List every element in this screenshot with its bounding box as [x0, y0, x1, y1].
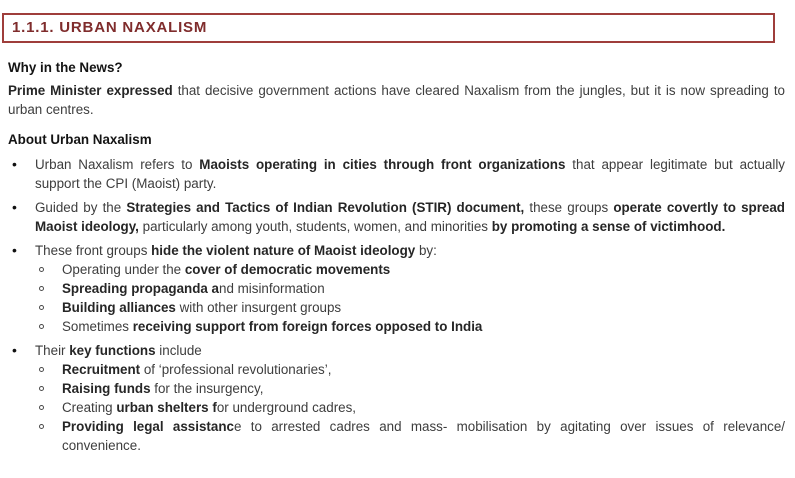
list-item — [8, 341, 785, 360]
sub-list-item — [8, 298, 785, 317]
sub-list-item — [8, 398, 785, 417]
body-text: particularly among youth, students, women, and minorities — [138, 219, 492, 234]
body-text: Their — [35, 343, 70, 358]
list-item — [8, 155, 785, 193]
list-item — [8, 241, 785, 260]
sub-list-item — [8, 360, 785, 379]
bold-text: Strategies and Tactics of Indian Revolution (STIR) document, — [126, 200, 525, 215]
body-text: nd misinformation — [219, 281, 325, 296]
list-item — [8, 198, 785, 236]
about-heading: About Urban Naxalism — [8, 132, 152, 147]
body-text: for the insurgency, — [150, 381, 264, 396]
news-heading: Why in the News? — [8, 60, 123, 75]
bold-text: cover of democratic movements — [184, 262, 391, 277]
bold-text: Providing legal assistanc — [62, 419, 234, 434]
sub-list-item — [8, 379, 785, 398]
body-text: with other insurgent groups — [175, 300, 342, 315]
bold-text: Building alliances — [62, 300, 176, 315]
sub-list-item — [8, 279, 785, 298]
bold-text: Prime Minister expressed — [8, 83, 178, 98]
bold-text: key functions — [69, 343, 156, 358]
bold-text: urban shelters f — [116, 400, 217, 415]
body-text: Operating under the — [62, 262, 185, 277]
body-text: e to arrested cadres and mass- mobilisation by agitating over issues of relevance/ convenience. — [62, 419, 786, 453]
bold-text: Recruitment — [62, 362, 141, 377]
body-text: or underground cadres, — [216, 400, 357, 415]
section-title: 1.1.1. URBAN NAXALISM — [12, 19, 208, 36]
body-text: these groups — [524, 200, 614, 215]
body-text: Sometimes — [62, 319, 133, 334]
bold-text: operate covertly to spread Maoist ideology, — [35, 200, 785, 234]
bold-text: Raising funds — [62, 381, 151, 396]
bold-text: receiving support from foreign forces opposed to India — [132, 319, 483, 334]
sub-list-item — [8, 417, 785, 455]
bold-text: by promoting a sense of victimhood. — [491, 219, 726, 234]
body-text: of ‘professional revolutionaries’, — [140, 362, 332, 377]
content-list — [8, 155, 785, 455]
body-text: by: — [415, 243, 437, 258]
body-text: that appear legitimate but actually support the CPI (Maoist) party. — [35, 157, 785, 191]
sub-list-item — [8, 260, 785, 279]
bold-text: hide the violent nature of Maoist ideology — [151, 243, 416, 258]
body-text: Urban Naxalism refers to — [35, 157, 200, 172]
body-text: Guided by the — [35, 200, 127, 215]
bold-text: Spreading propaganda a — [62, 281, 219, 296]
document-page — [0, 13, 795, 478]
sub-list-item — [8, 317, 785, 336]
news-paragraph — [8, 81, 785, 119]
bold-text: Maoists operating in cities through front organizations — [199, 157, 566, 172]
body-text: that decisive government actions have cleared Naxalism from the jungles, but it is now spreading to urban centres. — [8, 83, 785, 117]
section-title-box — [2, 13, 775, 43]
body-text: include — [155, 343, 202, 358]
document-content — [0, 58, 795, 455]
body-text: These front groups — [35, 243, 152, 258]
body-text: Creating — [62, 400, 117, 415]
